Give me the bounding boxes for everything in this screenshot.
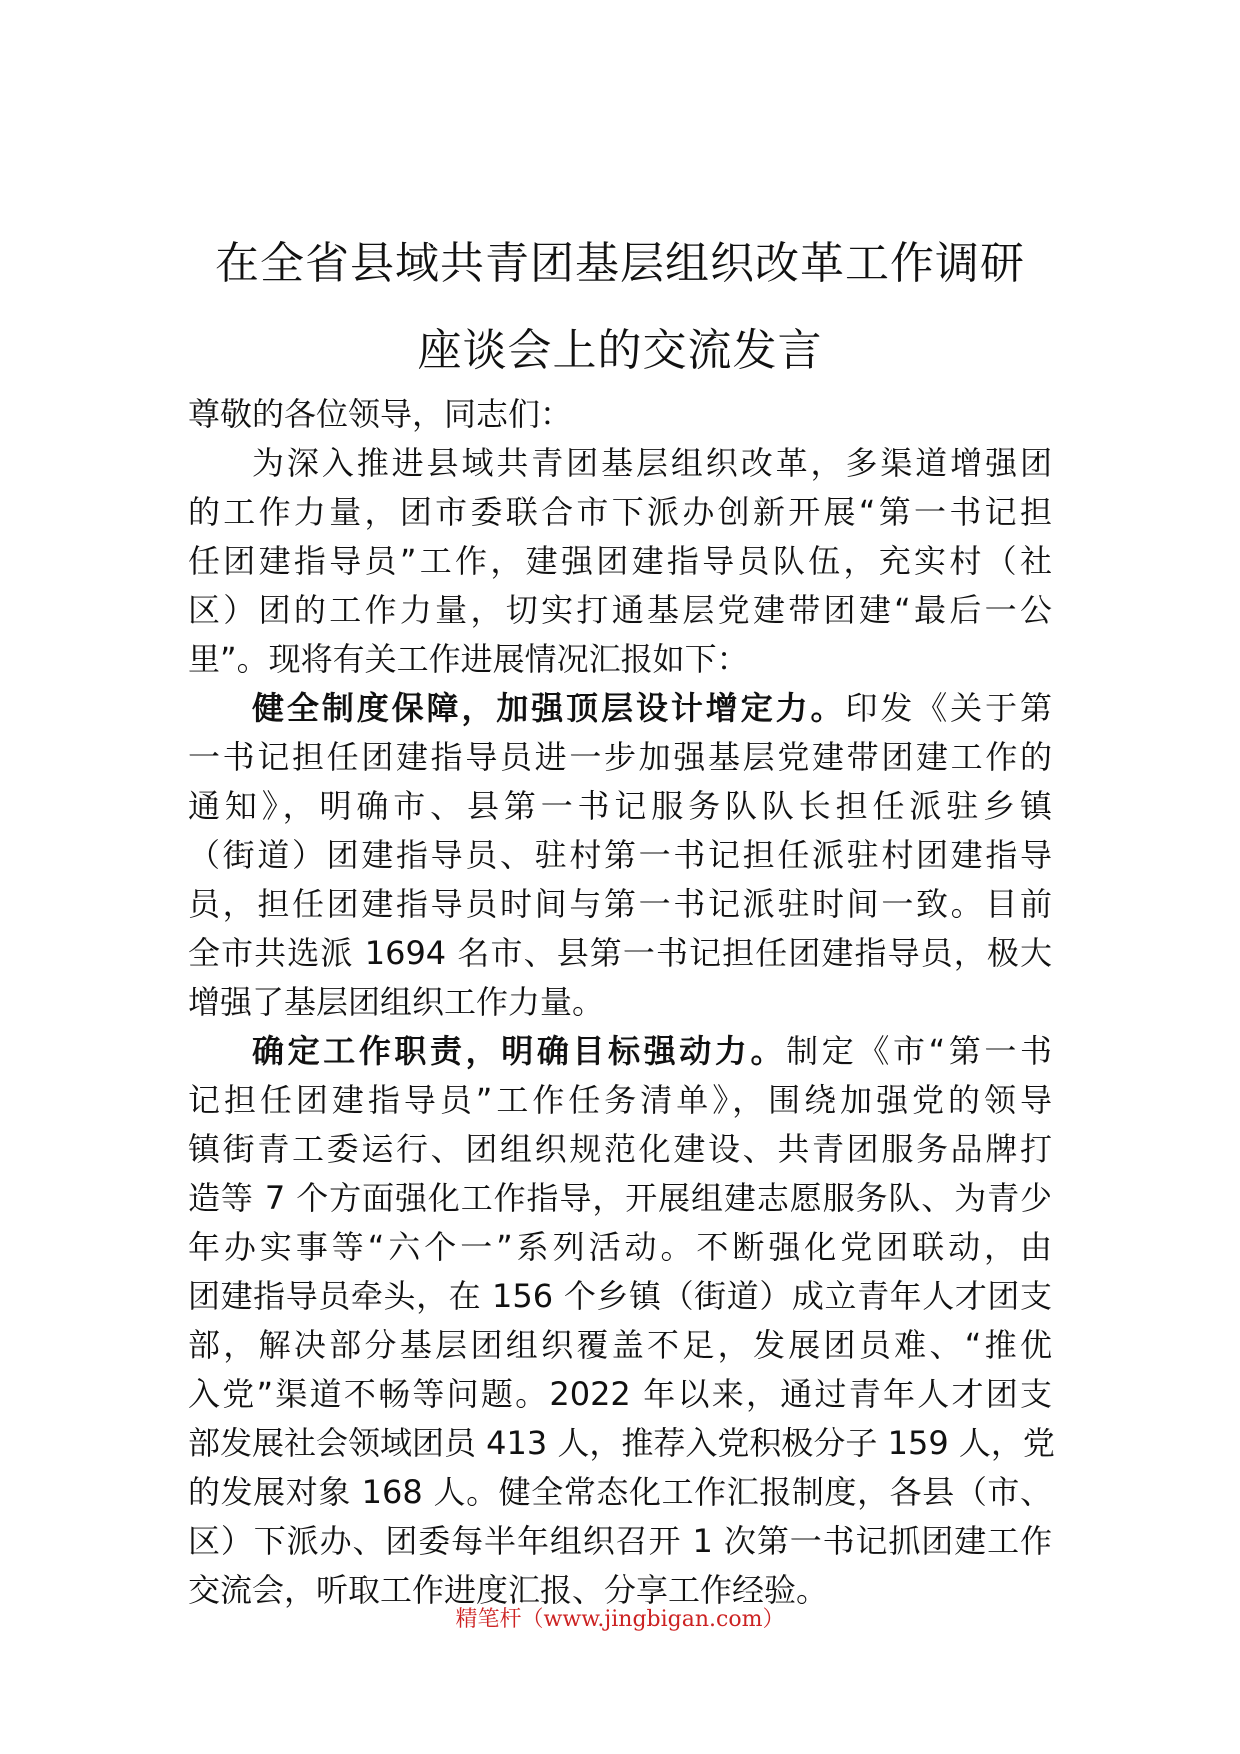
paragraph-3-line: 的发展对象 168 人。健全常态化工作汇报制度，各县（市、: [188, 1473, 1052, 1511]
paragraph-3-line: 交流会，听取工作进度汇报、分享工作经验。: [188, 1571, 829, 1609]
paragraph-2-line: 员，担任团建指导员时间与第一书记派驻时间一致。目前: [188, 885, 1052, 923]
paragraph-2-lead: 印发《关于第: [845, 689, 1052, 727]
paragraph-2-line: （街道）团建指导员、驻村第一书记担任派驻村团建指导: [188, 836, 1052, 874]
paragraph-1-line: 区）团的工作力量，切实打通基层党建带团建“最后一公: [188, 591, 1052, 629]
paragraph-3-line: 部发展社会领域团员 413 人，推荐入党积极分子 159 人，党: [188, 1424, 1055, 1462]
paragraph-3-line: 部，解决部分基层团组织覆盖不足，发展团员难、“推优: [188, 1326, 1052, 1364]
paragraph-1-line: 的工作力量，团市委联合市下派办创新开展“第一书记担: [188, 493, 1052, 531]
salutation: 尊敬的各位领导，同志们：: [188, 395, 573, 433]
document-title-line-2: 座谈会上的交流发言: [417, 325, 823, 376]
paragraph-3-first-line: [252, 1027, 1052, 1076]
paragraph-1-line: 任团建指导员”工作，建强团建指导员队伍，充实村（社: [188, 542, 1052, 580]
footer-watermark-link[interactable]: 精笔杆（www.jingbigan.com）: [455, 1607, 785, 1632]
paragraph-2-heading: 健全制度保障，加强顶层设计增定力。: [252, 689, 846, 727]
paragraph-3-lead: 制定《市“第一书: [786, 1032, 1052, 1070]
paragraph-2-line: 全市共选派 1694 名市、县第一书记担任团建指导员，极大: [188, 934, 1052, 972]
paragraph-2-line: 通知》，明确市、县第一书记服务队队长担任派驻乡镇: [188, 787, 1052, 825]
paragraph-3-line: 造等 7 个方面强化工作指导，开展组建志愿服务队、为青少: [188, 1179, 1052, 1217]
paragraph-2-first-line: [252, 684, 1052, 733]
paragraph-1-line: 里”。现将有关工作进展情况汇报如下：: [188, 640, 749, 678]
document-title-line-1: 在全省县域共青团基层组织改革工作调研: [215, 238, 1025, 289]
paragraph-1-line: 为深入推进县域共青团基层组织改革，多渠道增强团: [252, 444, 1052, 482]
paragraph-3-heading: 确定工作职责，明确目标强动力。: [252, 1032, 787, 1070]
paragraph-3-line: 年办实事等“六个一”系列活动。不断强化党团联动，由: [188, 1228, 1052, 1266]
paragraph-3-line: 镇街青工委运行、团组织规范化建设、共青团服务品牌打: [188, 1130, 1052, 1168]
paragraph-3-line: 记担任团建指导员”工作任务清单》，围绕加强党的领导: [188, 1081, 1052, 1119]
paragraph-2-line: 一书记担任团建指导员进一步加强基层党建带团建工作的: [188, 738, 1052, 776]
paragraph-3-line: 入党”渠道不畅等问题。2022 年以来，通过青年人才团支: [188, 1375, 1052, 1413]
paragraph-2-line: 增强了基层团组织工作力量。: [188, 983, 605, 1021]
paragraph-3-line: 团建指导员牵头，在 156 个乡镇（街道）成立青年人才团支: [188, 1277, 1052, 1315]
paragraph-3-line: 区）下派办、团委每半年组织召开 1 次第一书记抓团建工作: [188, 1522, 1052, 1560]
